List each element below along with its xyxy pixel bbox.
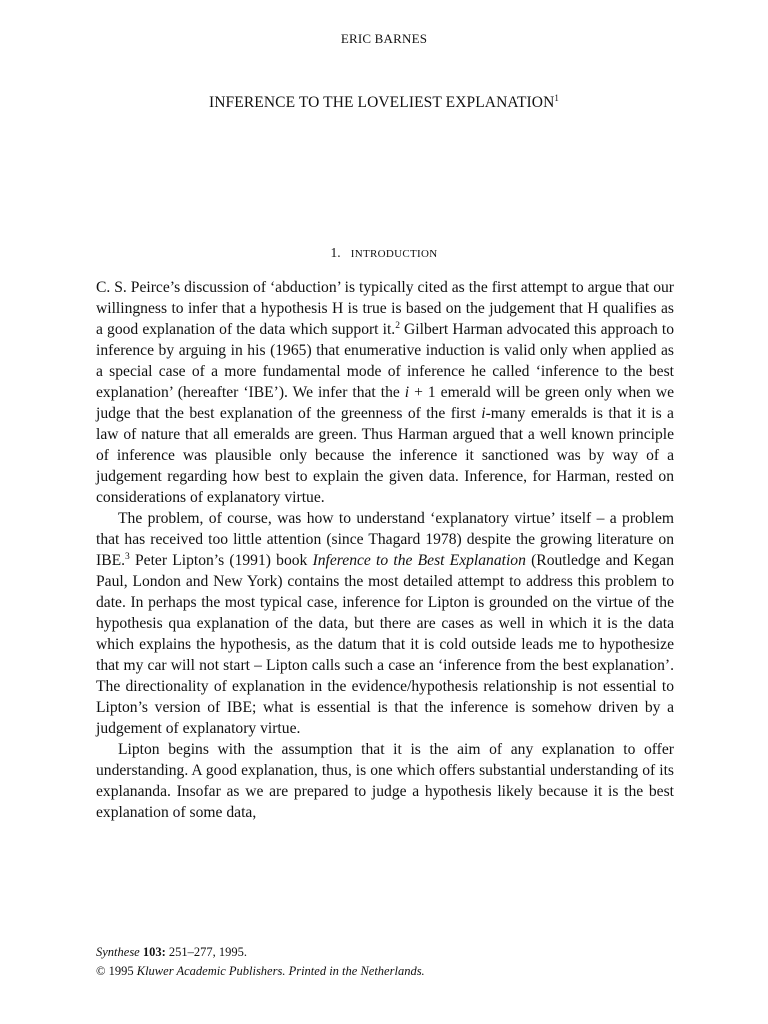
text-run: -many emeralds is that it is a law of nature that all emeralds are green. Thus Harman argued that a well known principle of inference was plausible only because the inference it sanctioned was by way of a judgement regarding how best to explain the given data. Inference, for Harman, rested on considerations of explanatory virtue. (96, 405, 674, 506)
paper-title-text: INFERENCE TO THE LOVELIEST EXPLANATION (209, 94, 555, 111)
text-run: Peter Lipton’s (1991) book (129, 552, 313, 569)
journal-volume: 103: (142, 945, 166, 959)
paragraph (96, 739, 674, 823)
author-name: ERIC BARNES (340, 31, 428, 46)
italic-text: Inference to the Best Explanation (312, 552, 526, 569)
italic-text: i (404, 384, 410, 401)
text-run: The problem, of course, was how to understand ‘explanatory virtue’ itself – a problem that has received too little attention (since Thagard 1978) despite the growing literature on IBE. (96, 510, 674, 569)
copyright-icon: © (96, 964, 106, 978)
title-footnote-marker[interactable]: 1 (554, 93, 559, 103)
journal-pages: 251–277, 1995. (168, 945, 248, 959)
paragraph (96, 508, 674, 739)
body-text (96, 277, 674, 823)
footnote-marker[interactable]: 3 (125, 552, 130, 562)
copyright-line (96, 962, 674, 981)
section-title: INTRODUCTION (350, 248, 438, 260)
journal-name: Synthese (96, 945, 140, 959)
footnote-marker[interactable]: 2 (395, 321, 400, 331)
paper-title (0, 93, 768, 112)
section-number: 1. (330, 245, 341, 260)
text-run: Gilbert Harman advocated this approach to inference by arguing in his (1965) that enumerative induction is valid only when applied as a special case of a more fundamental mode of inference he called ‘inference to the best explanation’ (hereafter ‘IBE’). We infer that the (96, 321, 674, 401)
footer (96, 943, 674, 981)
text-run: (Routledge and Kegan Paul, London and New York) contains the most detailed attempt to address this problem to date. In perhaps the most typical case, inference for Lipton is grounded on the virtue of the hypothesis qua explanation of the data, but there are cases as well in which it is the data which explains the hypothesis, as the datum that it is cold outside leads me to hypothesize that my car will not start – Lipton calls such a case an ‘inference from the best explanation’. The directionality of explanation in the evidence/hypothesis relationship is not essential to Lipton’s version of IBE; what is essential is that the inference is somehow driven by a judgement of explanatory virtue. (96, 552, 675, 737)
publisher-line: Kluwer Academic Publishers. Printed in the Netherlands. (136, 964, 425, 978)
paragraph (96, 277, 674, 508)
text-run: Lipton begins with the assumption that it is the aim of any explanation to offer understanding. A good explanation, thus, is one which offers substantial understanding of its explananda. Insofar as we are prepared to judge a hypothesis likely because it is the best explanation of some data, (96, 741, 674, 821)
citation-line (96, 943, 674, 962)
section-heading (0, 245, 768, 261)
italic-text: i (481, 405, 486, 422)
text-run: C. S. Peirce’s discussion of ‘abduction’ is typically cited as the first attempt to argue that our willingness to infer that a hypothesis H is true is based on the judgement that H qualifies as a good explanation of the data which support it. (96, 279, 674, 338)
text-run: + 1 emerald will be green only when we judge that the best explanation of the greenness of the first (96, 384, 674, 422)
copyright-year: 1995 (108, 964, 134, 978)
